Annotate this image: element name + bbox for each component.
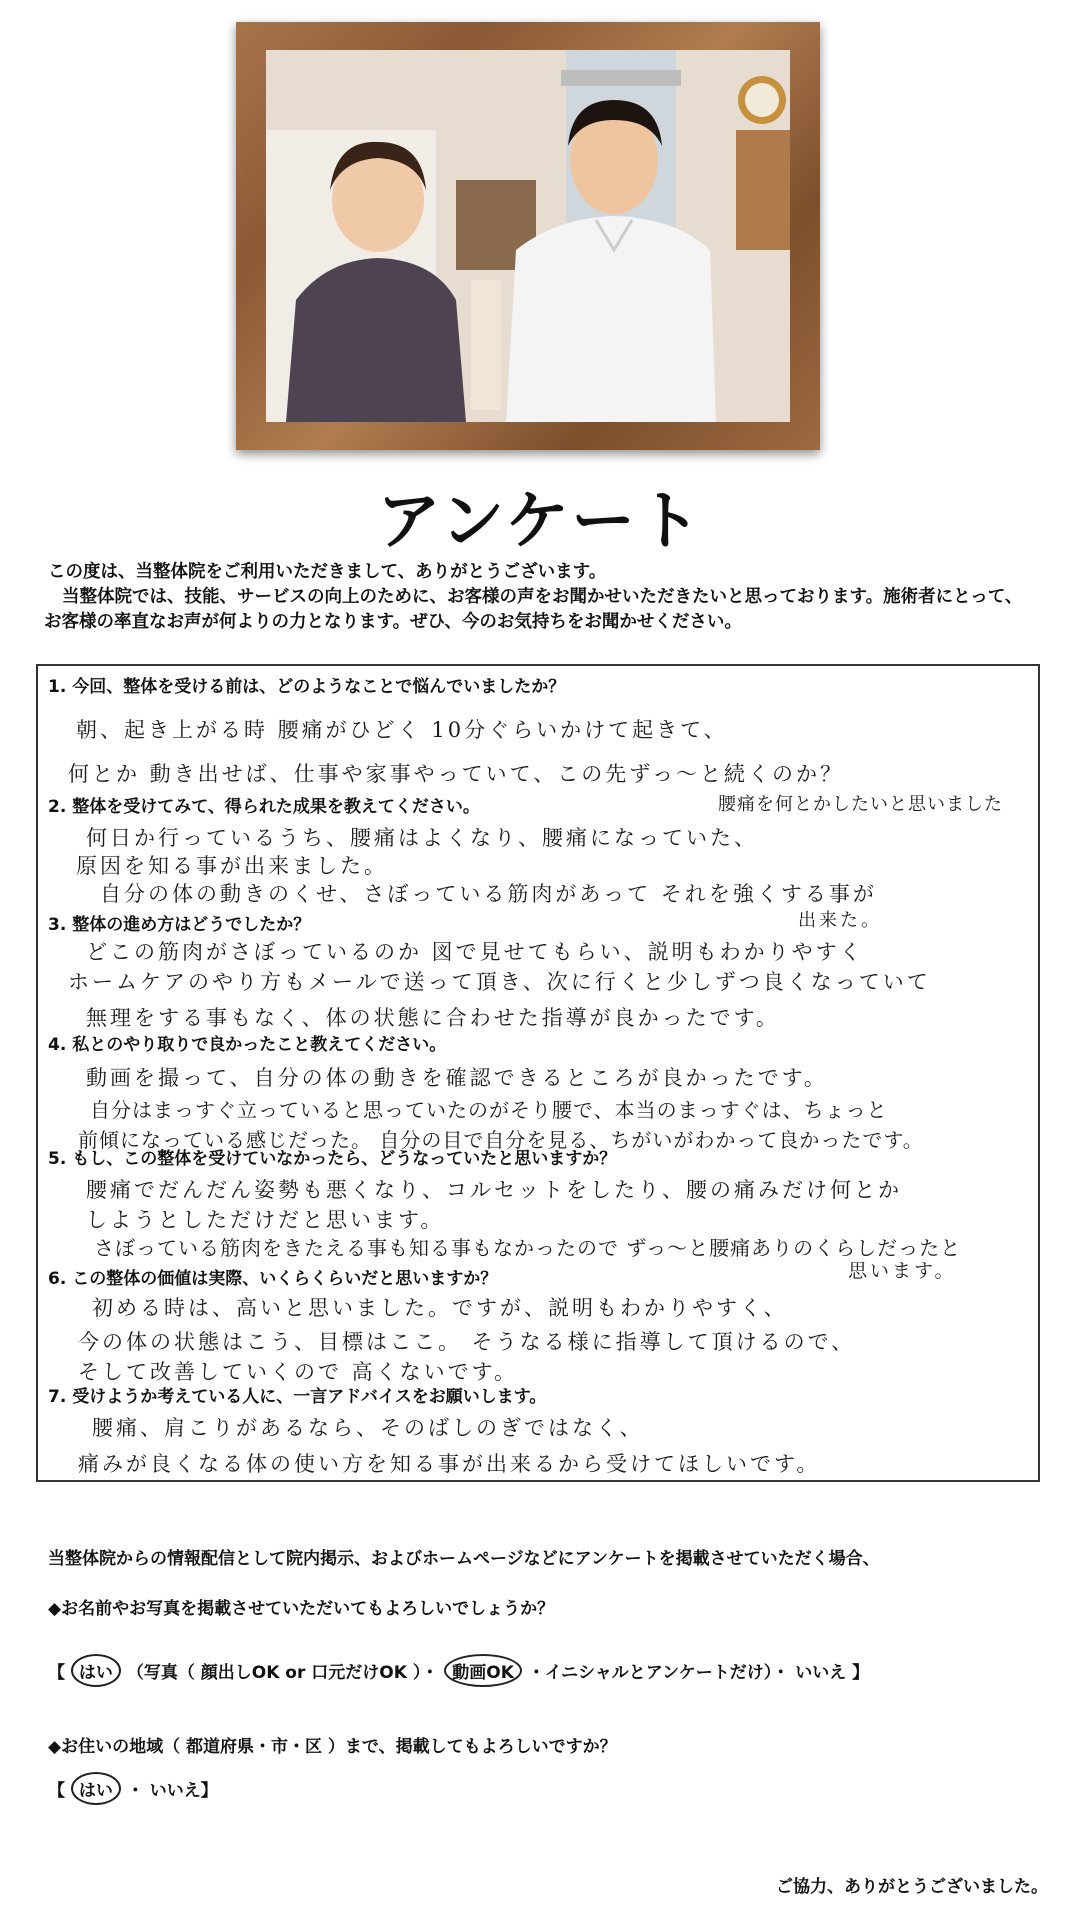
answer-line: 腰痛、肩こりがあるなら、そのばしのぎではなく、 xyxy=(92,1416,644,1440)
questionnaire-box xyxy=(36,664,1040,1482)
thank-you-text: ご協力、ありがとうございました。 xyxy=(776,1877,1048,1897)
answer-line: どこの筋肉がさぼっているのか 図で見せてもらい、説明もわかりやすく xyxy=(86,940,864,964)
answer-line: 初める時は、高いと思いました。ですが、説明もわかりやすく、 xyxy=(92,1296,788,1320)
remaining-options-text: ・イニシャルとアンケートだけ）・ いいえ 】 xyxy=(527,1663,870,1683)
video-ok-circled-option[interactable]: 動画OK xyxy=(444,1654,522,1687)
photo-option-text: （写真（ 顔出しOK or 口元だけOK ）・ xyxy=(126,1663,439,1683)
intro-line: この度は、当整体院をご利用いただきまして、ありがとうございます。 xyxy=(48,562,607,582)
answer-line: 今の体の状態はこう、目標はここ。 そうなる様に指導して頂けるので、 xyxy=(78,1330,856,1354)
region-yes-circled-option[interactable]: はい xyxy=(71,1772,121,1805)
photo-frame xyxy=(236,22,820,450)
yes-circled-option[interactable]: はい xyxy=(71,1654,121,1687)
answer-line: 自分はまっすぐ立っていると思っていたのがそり腰で、本当のまっすぐは、ちょっと xyxy=(90,1098,888,1122)
customer-photo xyxy=(266,50,790,422)
answer-line: 腰痛でだんだん姿勢も悪くなり、コルセットをしたり、腰の痛みだけ何とか xyxy=(86,1178,902,1202)
region-options xyxy=(48,1772,218,1805)
intro-line: 当整体院では、技能、サービスの向上のために、お客様の声をお聞かせいただきたいと思っております。施術者にとって、 xyxy=(62,587,1023,607)
answer-line: さぼっている筋肉をきたえる事も知る事もなかったので ずっ～と腰痛ありのくらしだったと xyxy=(94,1236,962,1260)
bracket-open: 【 xyxy=(48,1781,65,1801)
answer-line: 出来た。 xyxy=(798,910,882,931)
answer-line: 原因を知る事が出来ました。 xyxy=(76,854,388,878)
intro-line: お客様の率直なお声が何よりの力となります。ぜひ、今のお気持ちをお聞かせください。 xyxy=(44,612,742,632)
question-1: 1. 今回、整体を受ける前は、どのようなことで悩んでいましたか？ xyxy=(48,677,566,697)
publication-notice: 当整体院からの情報配信として院内掲示、およびホームページなどにアンケートを掲載させていただく場合、 xyxy=(48,1549,880,1569)
answer-line: しようとしただけだと思います。 xyxy=(86,1208,445,1232)
page-title: アンケート xyxy=(376,484,704,559)
question-2: 2. 整体を受けてみて、得られた成果を教えてください。 xyxy=(48,797,480,817)
question-7: 7. 受けようか考えている人に、一言アドバイスをお願いします。 xyxy=(48,1387,547,1407)
answer-line: 前傾になっている感じだった。 自分の目で自分を見る、ちがいがわかって良かったです。 xyxy=(78,1128,924,1152)
question-4: 4. 私とのやり取りで良かったこと教えてください。 xyxy=(48,1035,447,1055)
name-photo-question: ◆お名前やお写真を掲載させていただいてもよろしいでしょうか？ xyxy=(48,1599,555,1619)
answer-line: 腰痛を何とかしたいと思いました xyxy=(718,794,1003,815)
answer-line: 何とか 動き出せば、仕事や家事やっていて、この先ずっ～と続くのか？ xyxy=(68,762,844,786)
question-5: 5. もし、この整体を受けていなかったら、どうなっていたと思いますか？ xyxy=(48,1149,617,1169)
question-3: 3. 整体の進め方はどうでしたか？ xyxy=(48,915,311,935)
answer-line: 何日か行っているうち、腰痛はよくなり、腰痛になっていた、 xyxy=(86,826,758,850)
answer-line: 自分の体の動きのくせ、さぼっている筋肉があって それを強くする事が xyxy=(100,882,877,906)
intro-text xyxy=(44,560,1038,635)
answer-line: 痛みが良くなる体の使い方を知る事が出来るから受けてほしいです。 xyxy=(78,1452,821,1476)
answer-line: 無理をする事もなく、体の状態に合わせた指導が良かったです。 xyxy=(86,1006,780,1030)
region-remaining-text: ・ いいえ】 xyxy=(126,1781,218,1801)
region-question: ◆お住いの地域（ 都道府県・市・区 ）まで、掲載してもよろしいですか？ xyxy=(48,1737,617,1757)
answer-line: 動画を撮って、自分の体の動きを確認できるところが良かったです。 xyxy=(86,1066,828,1090)
name-photo-options xyxy=(48,1654,869,1687)
answer-line: 思います。 xyxy=(848,1260,957,1282)
answer-line: そして改善していくので 高くないです。 xyxy=(78,1360,518,1384)
answer-line: ホームケアのやり方もメールで送って頂き、次に行くと少しずつ良くなっていて xyxy=(68,970,931,994)
bracket-open: 【 xyxy=(48,1663,65,1683)
answer-line: 朝、起き上がる時 腰痛がひどく 10分ぐらいかけて起きて、 xyxy=(76,718,728,742)
question-6: 6. この整体の価値は実際、いくらくらいだと思いますか？ xyxy=(48,1269,498,1289)
